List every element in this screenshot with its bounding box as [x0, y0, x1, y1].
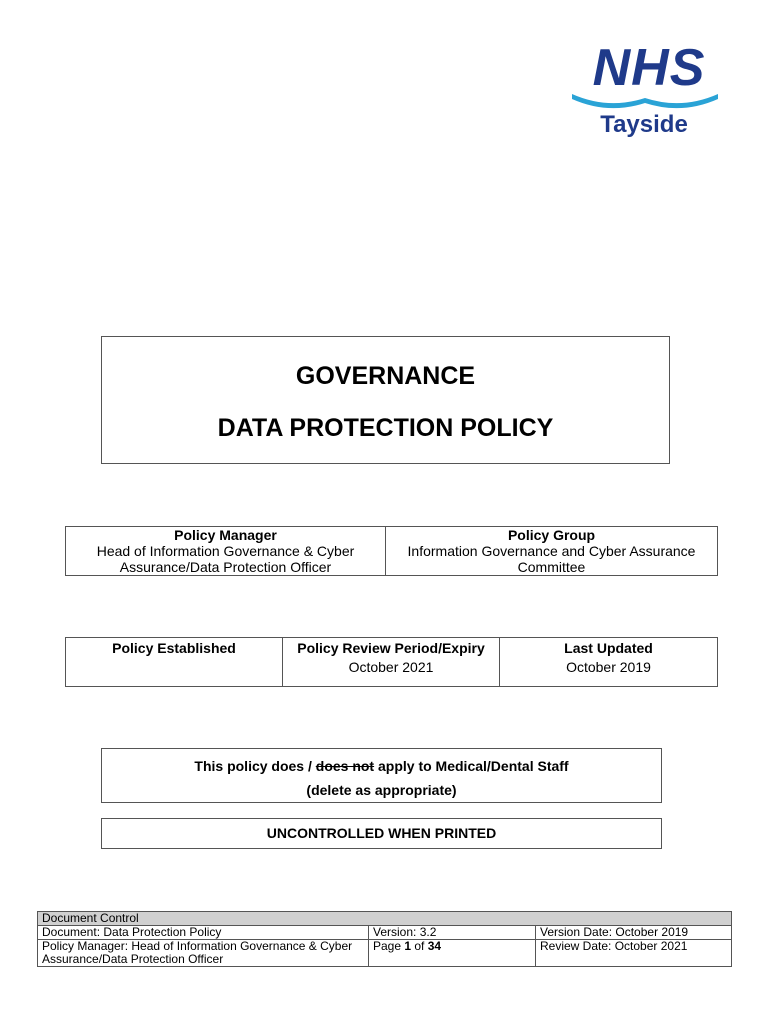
policy-owner-table: [65, 526, 718, 576]
doc-manager-cell: [38, 940, 369, 967]
doc-manager-line2: Assurance/Data Protection Officer: [42, 952, 224, 966]
nhs-logo-text: NHS: [592, 39, 706, 97]
policy-manager-cell: [66, 527, 386, 576]
policy-dates-table: [65, 637, 718, 687]
staff-applicability-box: [101, 748, 662, 803]
updated-cell: [500, 638, 718, 687]
title-box: [101, 336, 670, 464]
policy-manager-value: Head of Information Governance & Cyber: [96, 543, 355, 559]
review-cell: [283, 638, 500, 687]
document-name-cell: Document: Data Protection Policy: [38, 926, 369, 940]
staff-suffix: apply to Medical/Dental Staff: [374, 758, 569, 774]
updated-label: Last Updated: [564, 640, 653, 656]
review-value: October 2021: [348, 659, 434, 675]
staff-prefix: This policy does /: [194, 758, 316, 774]
established-cell: [66, 638, 283, 687]
established-label: Policy Established: [112, 640, 236, 656]
policy-group-cell: [386, 527, 718, 576]
policy-group-value-2: Committee: [517, 559, 586, 575]
page-prefix: Page: [373, 939, 405, 953]
policy-manager-label: Policy Manager: [174, 527, 277, 543]
policy-manager-value-2: Assurance/Data Protection Officer: [119, 559, 332, 575]
staff-struck-text: does not: [315, 758, 375, 774]
page-total: 34: [427, 939, 442, 953]
doc-manager-line1: Policy Manager: Head of Information Governance & Cyber: [42, 939, 353, 953]
policy-group-label: Policy Group: [507, 527, 596, 543]
title-policy-name: DATA PROTECTION POLICY: [217, 414, 554, 442]
staff-delete-note: (delete as appropriate): [306, 782, 457, 798]
page-number: 1: [404, 939, 412, 953]
version-date-cell: Version Date: October 2019: [536, 926, 732, 940]
wave-logo-icon: [570, 90, 720, 112]
uncontrolled-notice: UNCONTROLLED WHEN PRINTED: [101, 818, 662, 849]
document-control-header: Document Control: [38, 912, 732, 926]
review-label: Policy Review Period/Expiry: [297, 640, 485, 656]
tayside-logo-text: Tayside: [600, 111, 688, 138]
nhs-tayside-logo: [566, 38, 722, 146]
document-control-table: [37, 911, 732, 967]
title-governance: GOVERNANCE: [295, 362, 476, 390]
version-cell: Version: 3.2: [369, 926, 536, 940]
page-of: of: [411, 939, 428, 953]
updated-value: October 2019: [566, 659, 651, 675]
page-number-cell: [369, 940, 536, 967]
policy-group-value: Information Governance and Cyber Assurance: [407, 543, 696, 559]
staff-applicability-text: [102, 757, 661, 775]
review-date-cell: Review Date: October 2021: [536, 940, 732, 967]
